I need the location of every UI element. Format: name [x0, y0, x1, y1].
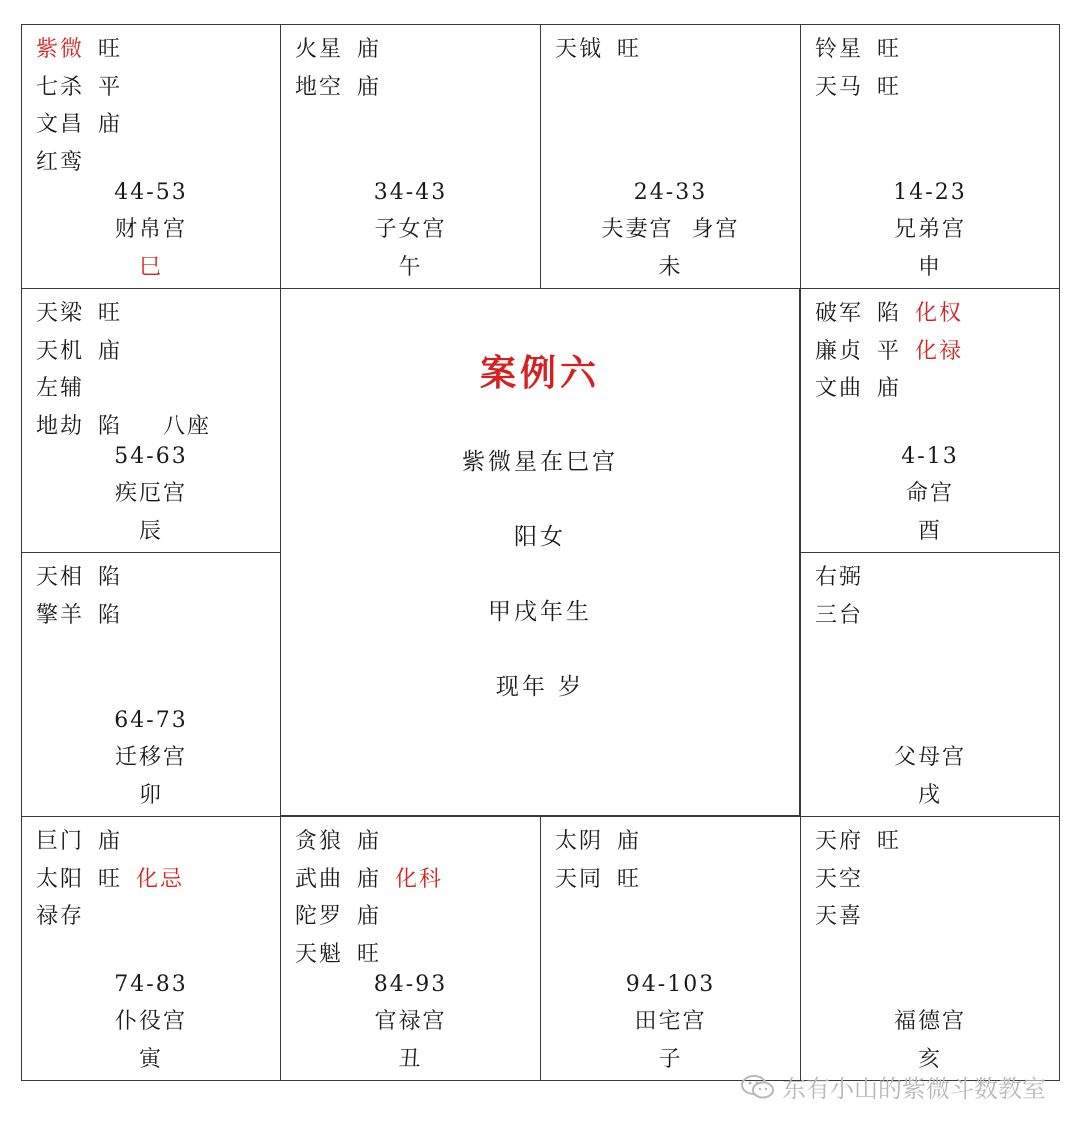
gender: 阳女: [514, 524, 566, 550]
star-line: [815, 31, 915, 69]
age-range: 14-23: [893, 179, 967, 205]
star-name: 天相: [36, 565, 85, 590]
star-line: [815, 823, 915, 861]
star-name: 太阳: [36, 866, 85, 892]
transform-star: 化权: [915, 301, 964, 326]
star-name: 旺: [877, 37, 902, 62]
palace-you: [800, 288, 1060, 553]
ziwei-position: 紫微星在巳宫: [462, 449, 618, 475]
palace-footer: [281, 174, 540, 287]
star-name: 文曲: [815, 376, 864, 401]
star-name: 天喜: [815, 904, 864, 929]
star-name: 天空: [815, 866, 864, 892]
palace-name: 田宅宫: [634, 1009, 707, 1034]
earthly-branch: 申: [917, 254, 942, 280]
star-name: 地空: [295, 74, 344, 100]
star-name: 武曲: [295, 866, 344, 892]
palace-footer: [281, 966, 540, 1079]
star-line: [815, 597, 877, 635]
star-line: [815, 861, 915, 899]
star-line: [36, 597, 136, 635]
star-list: [295, 823, 457, 973]
star-name: 贪狼: [295, 829, 344, 854]
star-line: [36, 370, 225, 408]
palace-shen: [800, 24, 1060, 289]
star-line: [295, 861, 457, 899]
star-line: [36, 898, 198, 936]
star-line: [555, 823, 655, 861]
center-panel: [280, 288, 800, 816]
palace-wu: [280, 24, 541, 289]
star-line: [295, 823, 457, 861]
palace-name: 官禄宫: [374, 1009, 447, 1034]
palace-footer: [801, 966, 1059, 1079]
birth-year: 甲戌年生: [488, 599, 592, 625]
palace-footer: [801, 702, 1059, 815]
star-name: 陀罗: [295, 904, 344, 929]
palace-name: 疾厄宫: [114, 481, 187, 506]
case-title: 案例六: [479, 352, 600, 394]
star-name: 庙: [357, 37, 382, 62]
star-line: [36, 823, 198, 861]
palace-chou: [280, 816, 541, 1081]
palace-name: 财帛宫: [114, 217, 187, 242]
star-name: 陷: [877, 301, 902, 326]
star-name: 破军: [815, 301, 864, 326]
star-line: [815, 559, 877, 597]
age-range: [801, 966, 1059, 1004]
star-name: 旺: [617, 866, 642, 892]
earthly-branch: 寅: [138, 1046, 163, 1072]
star-name: 庙: [357, 866, 382, 892]
earthly-branch: 亥: [917, 1046, 942, 1072]
star-list: [36, 31, 136, 181]
star-line: [295, 69, 395, 107]
star-name: 旺: [877, 74, 902, 100]
star-line: [36, 31, 136, 69]
star-line: [36, 559, 136, 597]
palace-footer: [801, 174, 1059, 287]
star-line: [36, 861, 198, 899]
star-line: [815, 898, 915, 936]
star-name: 陷: [98, 565, 123, 590]
watermark: [740, 1069, 1046, 1104]
star-list: [555, 31, 655, 69]
star-line: [36, 69, 136, 107]
star-name: 地劫: [36, 413, 85, 439]
star-list: [555, 823, 655, 898]
star-name: 庙: [357, 74, 382, 100]
palace-xu: [800, 552, 1060, 817]
earthly-branch: 酉: [917, 518, 942, 544]
star-name: 天机: [36, 338, 85, 364]
star-name: 旺: [617, 37, 642, 62]
star-line: [295, 898, 457, 936]
star-list: [36, 823, 198, 936]
palace-footer: [541, 174, 800, 287]
star-name: 庙: [357, 904, 382, 929]
star-name: 平: [877, 338, 902, 364]
star-name: 陷: [98, 602, 123, 628]
palace-si: [21, 24, 281, 289]
palace-hai: [800, 816, 1060, 1081]
star-name: 庙: [98, 829, 123, 854]
star-line: [815, 295, 977, 333]
star-line: [36, 295, 225, 333]
star-list: [295, 31, 395, 106]
palace-name: 子女宫: [374, 217, 447, 242]
palace-name: 福德宫: [893, 1009, 966, 1034]
star-name: 七杀: [36, 74, 85, 100]
current-age: 现年 岁: [495, 674, 585, 700]
transform-star: 化忌: [136, 866, 185, 892]
star-line: [295, 31, 395, 69]
watermark-text: 东有小山的紫微斗数教室: [782, 1075, 1046, 1103]
star-name: 太阴: [555, 829, 604, 854]
palace-footer: [541, 966, 800, 1079]
star-list: [815, 31, 915, 106]
age-range: [801, 702, 1059, 740]
star-name: 天同: [555, 866, 604, 892]
star-list: [36, 559, 136, 634]
earthly-branch: 未: [658, 254, 683, 280]
age-range: 4-13: [901, 443, 959, 469]
palace-wei: [540, 24, 801, 289]
star-name: 廉贞: [815, 338, 864, 364]
star-line: [36, 333, 225, 371]
star-name: 天府: [815, 829, 864, 854]
star-line: [815, 69, 915, 107]
palace-yin: [21, 816, 281, 1081]
star-name: 旺: [98, 301, 123, 326]
star-name: 旺: [357, 941, 382, 967]
palace-footer: [801, 438, 1059, 551]
star-name: 庙: [877, 376, 902, 401]
star-name: 铃星: [815, 37, 864, 62]
earthly-branch: 丑: [398, 1046, 423, 1072]
star-list: [815, 559, 877, 634]
earthly-branch: 子: [658, 1046, 683, 1072]
transform-star: 紫微: [36, 37, 85, 62]
star-name: 旺: [877, 829, 902, 854]
palace-zi: [540, 816, 801, 1081]
palace-name: 夫妻宫 身宫: [601, 217, 740, 242]
earthly-branch: 卯: [138, 782, 163, 808]
star-name: 天梁: [36, 301, 85, 326]
star-list: [36, 295, 225, 445]
star-name: 旺: [98, 866, 123, 892]
transform-star: 化禄: [915, 338, 964, 364]
star-name: 陷: [98, 413, 123, 439]
earthly-branch: 午: [398, 254, 423, 280]
star-name: 平: [98, 74, 123, 100]
star-name: 三台: [815, 602, 864, 628]
star-name: 火星: [295, 37, 344, 62]
star-line: [36, 106, 136, 144]
earthly-branch: 戌: [917, 782, 942, 808]
age-range: 64-73: [114, 707, 188, 733]
earthly-branch: 辰: [138, 518, 163, 544]
age-range: 34-43: [373, 179, 448, 205]
star-list: [815, 823, 915, 936]
age-range: 54-63: [114, 443, 188, 469]
star-line: [555, 861, 655, 899]
palace-footer: [22, 702, 280, 815]
star-list: [815, 295, 977, 408]
age-range: 44-53: [114, 179, 188, 205]
age-range: 74-83: [114, 971, 188, 997]
star-name: 天马: [815, 74, 864, 100]
palace-mao: [21, 552, 281, 817]
star-name: 文昌: [36, 112, 85, 137]
star-name: 庙: [617, 829, 642, 854]
age-range: 24-33: [633, 179, 708, 205]
earthly-branch: 巳: [138, 254, 163, 280]
palace-footer: [22, 966, 280, 1079]
star-name: 左辅: [36, 376, 85, 401]
star-name: 右弼: [815, 565, 864, 590]
palace-name: 父母宫: [893, 745, 966, 770]
star-name: 旺: [98, 37, 123, 62]
star-name: 天钺: [555, 37, 604, 62]
age-range: 94-103: [625, 971, 716, 997]
star-line: [815, 333, 977, 371]
ziwei-chart: [21, 24, 1060, 1081]
wechat-icon: [740, 1073, 776, 1101]
star-name: 擎羊: [36, 602, 85, 628]
star-name: 庙: [98, 338, 123, 364]
star-name: 庙: [357, 829, 382, 854]
palace-name: 仆役宫: [114, 1009, 187, 1034]
transform-star: 化科: [395, 866, 444, 892]
palace-chen: [21, 288, 281, 553]
age-range: 84-93: [373, 971, 448, 997]
palace-footer: [22, 438, 280, 551]
star-line: [555, 31, 655, 69]
star-name: 红鸾: [36, 149, 85, 175]
star-name: 禄存: [36, 904, 85, 929]
palace-name: 命宫: [905, 481, 954, 506]
star-name: 天魁: [295, 941, 344, 967]
palace-name: 兄弟宫: [893, 217, 966, 242]
palace-footer: [22, 174, 280, 287]
palace-name: 迁移宫: [114, 745, 187, 770]
star-name: 巨门: [36, 829, 85, 854]
star-name: 庙: [98, 112, 123, 137]
star-line: [815, 370, 977, 408]
star-name: 八座: [136, 413, 212, 439]
